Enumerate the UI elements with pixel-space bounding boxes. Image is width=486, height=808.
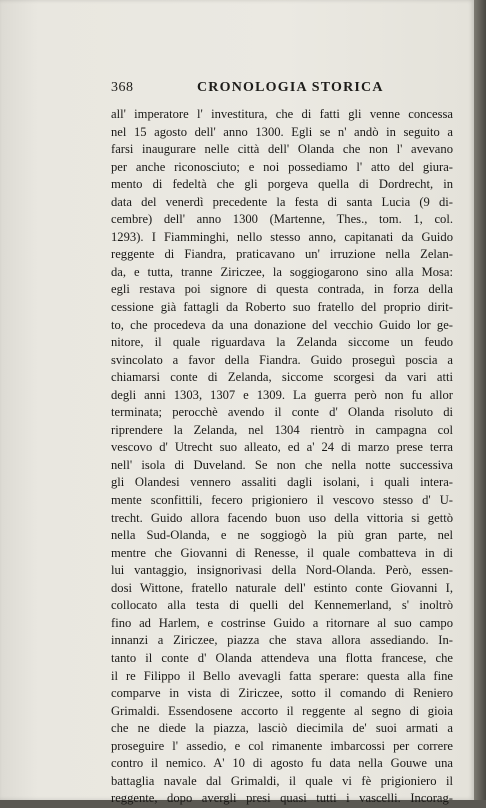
text-line: egli restava poi signore di questa contrada, in forza della: [111, 282, 453, 297]
text-line: terminata; perocchè avendo il conte d' Olanda risoluto di: [111, 405, 453, 420]
text-line: cessione già fattagli da Roberto suo fratello del proprio dirit-: [111, 300, 453, 315]
text-line: mento di fedeltà che gli porgeva quella di Dordrecht, in: [111, 177, 453, 192]
running-title: CRONOLOGIA STORICA: [197, 80, 384, 95]
body-text: [111, 106, 453, 808]
text-line: to, che procedeva da una donazione del vecchio Guido lor ge-: [111, 317, 453, 332]
text-line: contro il nemico. A' 10 di agosto fu data nella Gouwe una: [111, 756, 453, 771]
text-line: farsi inaugurare nelle città dell' Olanda che non l' avevano: [111, 142, 453, 157]
text-line: cembre) dell' anno 1300 (Martenne, Thes., tom. 1, col.: [111, 212, 453, 227]
text-line: svincolato a favor della Fiandra. Guido proseguì poscia a: [111, 352, 453, 367]
text-line: battaglia navale dal Grimaldi, il quale vi fè prigioniero il: [111, 773, 453, 788]
text-line: all' imperatore l' investitura, che di fatti gli venne concessa: [111, 107, 453, 121]
text-line: da, e tutta, tranne Ziriczee, la soggiogarono sino alla Mosa:: [111, 264, 453, 279]
text-line: collocato alla testa di quelli del Kennemerland, s' inoltrò: [111, 598, 453, 613]
text-line: reggente, dopo avergli presi quasi tutti i vascelli. Incorag-: [111, 791, 453, 806]
text-line: mente sconfittili, fecero prigioniero il vescovo stesso d' U-: [111, 493, 453, 508]
text-line: fino ad Harlem, e costrinse Guido a ritornare al suo campo: [111, 615, 453, 630]
text-line: innanzi a Ziriczee, piazza che stava allora assediando. In-: [111, 633, 453, 648]
text-line: mentre che Giovanni di Renesse, il quale combatteva in di: [111, 545, 453, 560]
text-line: per anche riconosciuto; e noi possediamo l' atto del giura-: [111, 159, 453, 174]
page-edge-shadow: [474, 0, 486, 800]
text-line: vescovo d' Utrecht suo alleato, ed a' 24 di marzo prese terra: [111, 440, 453, 455]
text-line: gli Olandesi vennero assaliti dagli isolani, i quali intera-: [111, 475, 453, 490]
text-line: comparve in vista di Ziriczee, sotto il comando di Reniero: [111, 686, 453, 701]
text-line: nel 15 agosto dell' anno 1300. Egli se n' andò in seguito a: [111, 124, 453, 139]
text-line: riprendere la Zelanda, nel 1304 rientrò in campagna col: [111, 422, 453, 437]
text-line: data del venerdì precedente la festa di santa Lucia (9 di-: [111, 194, 453, 209]
text-line: degli anni 1303, 1307 e 1309. La guerra però non fu allor: [111, 387, 453, 402]
page-number: 368: [111, 80, 134, 95]
page-header: [111, 80, 453, 100]
text-line: chiamarsi conte di Zelanda, siccome scorgesi da vari atti: [111, 370, 453, 385]
text-line: lui vantaggio, insignorivasi della Nord-Olanda. Però, essen-: [111, 563, 453, 578]
text-line: nella Sud-Olanda, e ne soggiogò la più gran parte, nel: [111, 528, 453, 543]
text-line: 1293). I Fiamminghi, nello stesso anno, capitanati da Guido: [111, 229, 453, 244]
text-line: Grimaldi. Essendosene accorto il reggente al segno di gioia: [111, 703, 453, 718]
text-line: tanto il conte d' Olanda attendeva una flotta francese, che: [111, 650, 453, 665]
text-line: proseguire l' assedio, e col rimanente imbarcossi per correre: [111, 738, 453, 753]
text-line: reggente di Fiandra, praticavano un' irruzione nella Zelan-: [111, 247, 453, 262]
text-line: il re Filippo il Bello avevagli fatta sperare: questa alla fine: [111, 668, 453, 683]
text-line: che ne diede la piazza, lasciò diecimila de' suoi armati a: [111, 721, 453, 736]
text-line: nell' isola di Duveland. Se non che nella notte successiva: [111, 457, 453, 472]
text-line: nitore, il quale riguardava la Zelanda siccome un feudo: [111, 335, 453, 350]
text-line: dosi Wittone, fratello naturale dell' estinto conte Giovanni I,: [111, 580, 453, 595]
text-line: trecht. Guido allora facendo buon uso della vittoria si gettò: [111, 510, 453, 525]
